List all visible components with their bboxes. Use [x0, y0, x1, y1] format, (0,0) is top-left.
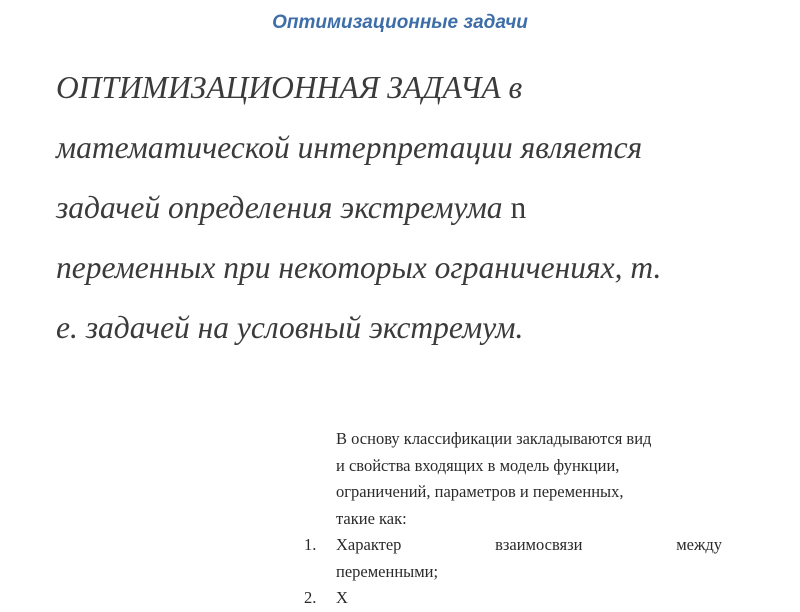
definition-paragraph — [56, 58, 776, 358]
definition-line-1: ОПТИМИЗАЦИОННАЯ ЗАДАЧА в — [56, 70, 523, 105]
definition-line-2: математической интерпретации является — [56, 130, 643, 165]
classification-intro-line-2: и свойства входящих в модель функции, — [336, 455, 620, 475]
list-item-word: между — [676, 535, 722, 554]
list-item-word: взаимосвязи — [495, 535, 583, 554]
list-item-word: Характер — [336, 535, 402, 554]
classification-intro-line-1: В основу классификации закладываются вид — [336, 429, 652, 448]
classification-block — [304, 426, 722, 612]
classification-intro-line-4: такие как: — [336, 508, 407, 528]
list-item-first-line — [336, 532, 722, 559]
variable-n: n — [510, 190, 527, 225]
list-item-number: 2. — [304, 588, 317, 607]
definition-line-4: переменных при некоторых ограничениях, т. — [56, 250, 662, 285]
list-item-continuation: переменными; — [336, 561, 439, 581]
list-item-first-line: Х — [336, 588, 348, 607]
definition-line-5: е. задачей на условный экстремум. — [56, 310, 524, 345]
definition-line-3 — [56, 178, 776, 238]
list-item-number: 1. — [304, 535, 317, 554]
classification-intro-line-3: ограничений, параметров и переменных, — [336, 482, 624, 501]
list-item — [304, 532, 722, 585]
definition-line-3-text: задачей определения экстремума — [56, 190, 511, 225]
slide-title: Оптимизационные задачи — [272, 12, 528, 33]
list-item — [304, 585, 722, 612]
